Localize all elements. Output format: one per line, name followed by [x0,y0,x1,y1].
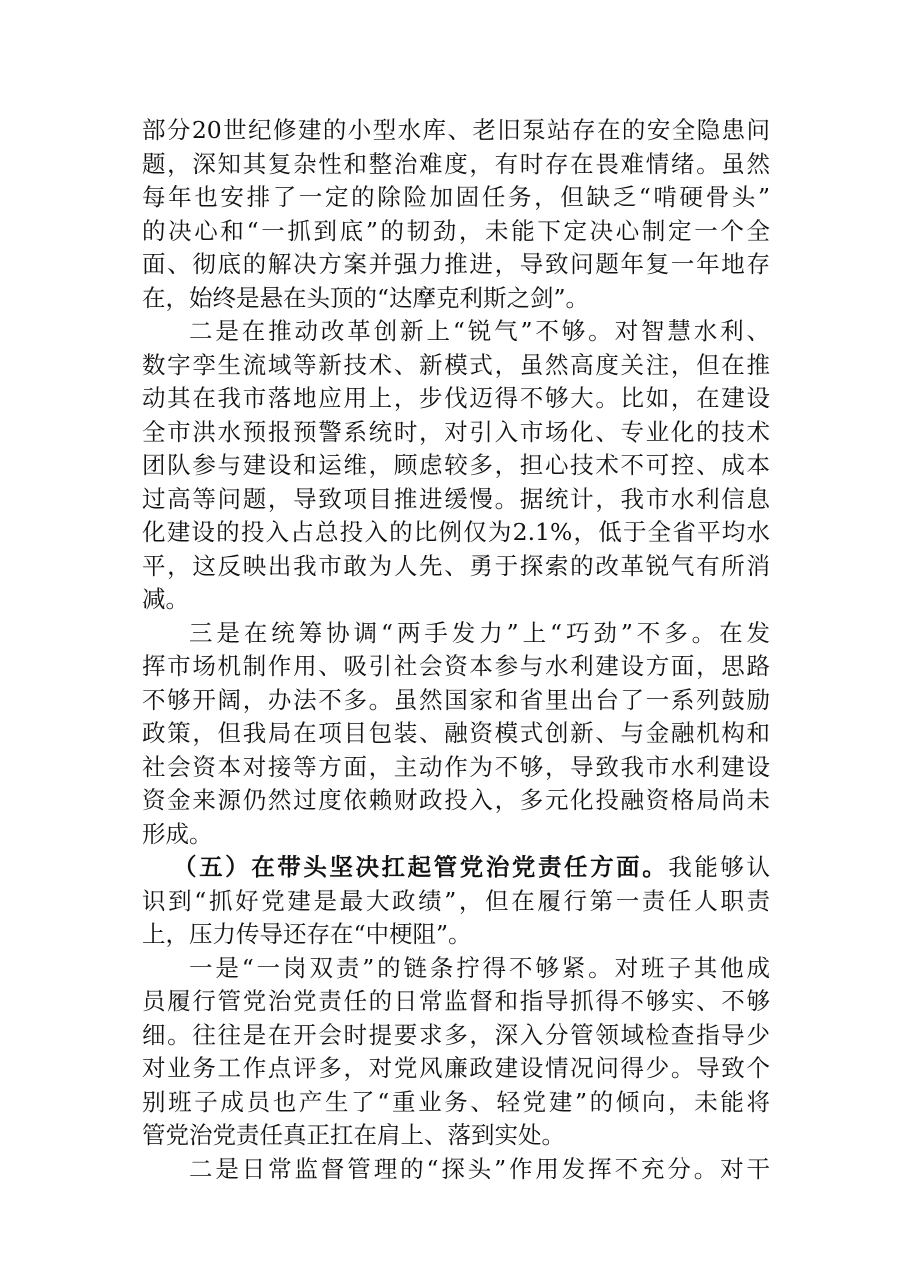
section-heading-rest: 我能够认 [668,853,770,881]
text-line: 部分20世纪修建的小型水库、老旧泵站存在的安全隐患问 [142,116,770,144]
text-line: 不够开阔，办法不多。虽然国家和省里出台了一系列鼓励 [142,685,770,714]
text-line: 减。 [142,585,189,613]
document-body [142,114,770,1186]
paragraphs-part-1 [142,114,770,851]
text-line: 上，压力传导还存在“中梗阻”。 [142,920,472,948]
text-line: 别班子成员也产生了“重业务、轻党建”的倾向，未能将 [142,1087,770,1116]
text-line: 挥市场机制作用、吸引社会资本参与水利建设方面，思路 [142,652,770,680]
section-heading-bold: （五）在带头坚决扛起管党治党责任方面。 [173,853,669,881]
text-line: 员履行管党治党责任的日常监督和指导抓得不够实、不够 [142,987,770,1015]
text-line: 题，深知其复杂性和整治难度，有时存在畏难情绪。虽然 [142,149,770,178]
text-line: 团队参与建设和运维，顾虑较多，担心技术不可控、成本 [142,451,770,479]
text-line: 平，这反映出我市敢为人先、勇于探索的改革锐气有所消 [142,551,770,580]
text-line: 二是日常监督管理的“探头”作用发挥不充分。对干 [189,1154,770,1183]
text-line: 管党治党责任真正扛在肩上、落到实处。 [142,1121,565,1149]
text-line: 三是在统筹协调“两手发力”上“巧劲”不多。在发 [189,618,770,647]
text-line: 数字孪生流域等新技术、新模式，虽然高度关注，但在推 [142,350,770,379]
text-line: 动其在我市落地应用上，步伐迈得不够大。比如，在建设 [142,384,770,412]
text-line: 资金来源仍然过度依赖财政投入，多元化投融资格局尚未 [142,786,770,814]
text-line: 每年也安排了一定的除险加固任务，但缺乏“啃硬骨头” [142,183,770,211]
text-line: 面、彻底的解决方案并强力推进，导致问题年复一年地存 [142,250,770,278]
text-line: 过高等问题，导致项目推进缓慢。据统计，我市水利信息 [142,484,770,513]
section-heading-line [142,851,770,885]
text-line: 识到“抓好党建是最大政绩”，但在履行第一责任人职责 [142,886,770,915]
text-line: 社会资本对接等方面，主动作为不够，导致我市水利建设 [142,752,770,781]
text-line: 全市洪水预报预警系统时，对引入市场化、专业化的技术 [142,417,770,446]
text-line: 化建设的投入占总投入的比例仅为2.1%，低于全省平均水 [142,518,770,546]
text-line: 细。往往是在开会时提要求多，深入分管领域检查指导少 [142,1020,770,1049]
text-line: 形成。 [142,819,213,848]
text-line: 对业务工作点评多，对党风廉政建设情况问得少。导致个 [142,1054,770,1082]
paragraphs-part-2 [142,885,770,1187]
text-line: 的决心和“一抓到底”的韧劲，未能下定决心制定一个全 [142,216,770,245]
text-line: 二是在推动改革创新上“锐气”不够。对智慧水利、 [189,317,770,345]
text-line: 在，始终是悬在头顶的“达摩克利斯之剑”。 [142,283,590,312]
text-line: 政策，但我局在项目包装、融资模式创新、与金融机构和 [142,719,770,747]
text-line: 一是“一岗双责”的链条拧得不够紧。对班子其他成 [189,953,770,982]
